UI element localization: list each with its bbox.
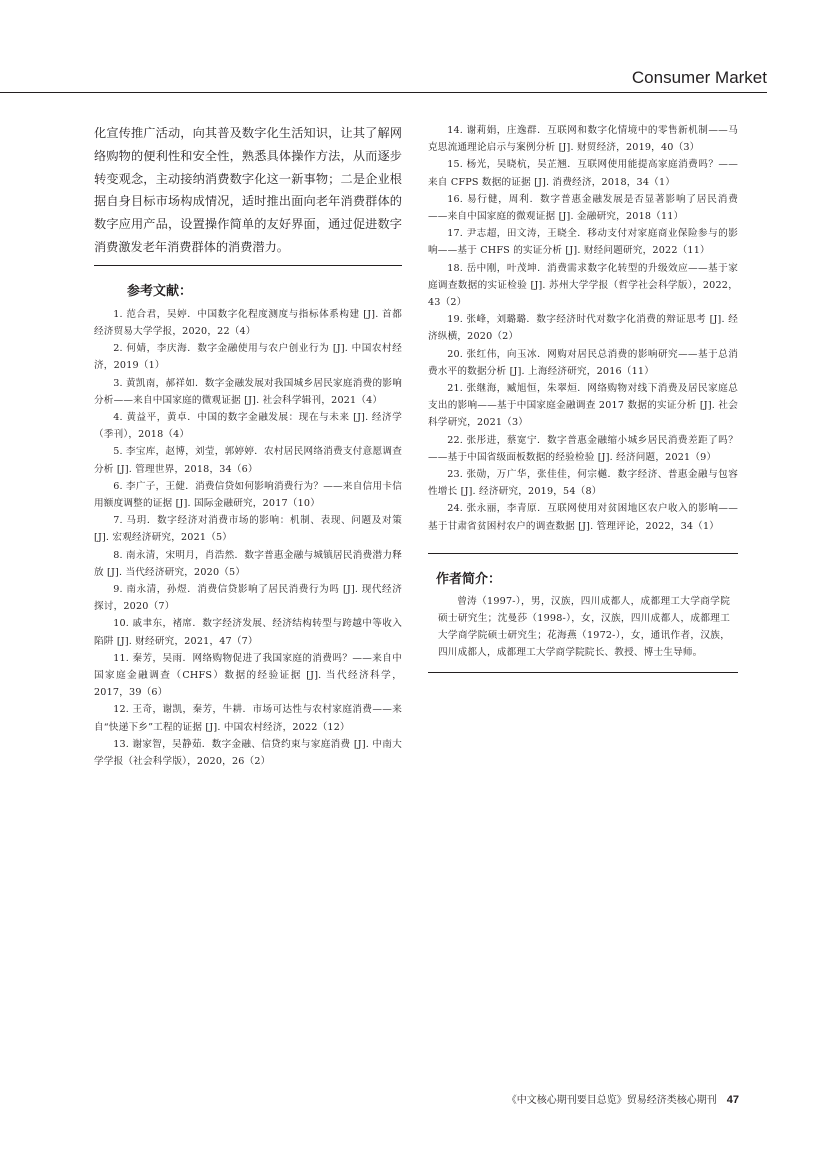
references-heading: 参考文献： — [127, 282, 193, 298]
reference-item: 18. 岳中刚，叶茂坤．消费需求数字化转型的升级效应——基于家庭调查数据的实证检验 [J]. 苏州大学学报（哲学社会科学版），2022，43（2） — [428, 262, 738, 309]
reference-item: 24. 张永丽，李青原．互联网使用对贫困地区农户收入的影响——基于甘肃省贫困村农户的调查数据 [J]. 管理评论，2022，34（1） — [428, 503, 738, 532]
reference-item: 12. 王奇，谢凯，秦芳，牛耕．市场可达性与农村家庭消费——来自“快递下乡”工程的证据 [J]. 中国农村经济，2022（12） — [94, 704, 402, 733]
author-heading: 作者简介： — [436, 570, 502, 586]
reference-item: 2. 何婧，李庆海．数字金融使用与农户创业行为 [J]. 中国农村经济，2019（1） — [94, 343, 402, 372]
reference-item: 19. 张峰，刘璐璐．数字经济时代对数字化消费的辩证思考 [J]. 经济纵横，2020（2） — [428, 314, 738, 343]
reference-item: 9. 南永清，孙煜．消费信贷影响了居民消费行为吗 [J]. 现代经济探讨，2020（7） — [94, 584, 402, 613]
reference-item: 21. 张继海，臧旭恒，朱翠烜．网络购物对线下消费及居民家庭总支出的影响——基于中国家庭金融调查 2017 数据的实证分析 [J]. 社会科学研究，2021（3） — [428, 383, 738, 429]
author-bottom-rule — [428, 672, 738, 673]
running-header-title: Consumer Market — [631, 68, 767, 87]
page-number: 47 — [726, 1094, 739, 1106]
reference-item: 15. 杨光，吴晓杭，吴芷翘．互联网使用能提高家庭消费吗？——来自 CFPS 数据的证据 [J]. 消费经济，2018，34（1） — [428, 159, 738, 188]
reference-item: 3. 黄凯南，郝祥如．数字金融发展对我国城乡居民家庭消费的影响分析——来自中国家庭的微观证据 [J]. 社会科学辑刊，2021（4） — [94, 377, 402, 406]
references-list-right — [428, 122, 738, 535]
footer-journal: 《中文核心期刊要目总览》贸易经济类核心期刊 — [506, 1095, 717, 1106]
reference-item: 22. 张彤进，蔡宽宁．数字普惠金融缩小城乡居民消费差距了吗？——基于中国省级面板数据的经验检验 [J]. 经济问题，2021（9） — [428, 434, 738, 463]
reference-item: 7. 马玥．数字经济对消费市场的影响：机制、表现、问题及对策 [J]. 宏观经济研究，2021（5） — [94, 515, 402, 544]
reference-item: 6. 李广子，王健．消费信贷如何影响消费行为？——来自信用卡信用额度调整的证据 [J]. 国际金融研究，2017（10） — [94, 480, 402, 510]
reference-item: 14. 谢莉娟，庄逸群．互联网和数字化情境中的零售新机制——马克思流通理论启示与案例分析 [J]. 财贸经济，2019，40（3） — [428, 125, 738, 154]
right-column — [428, 122, 738, 673]
reference-item: 20. 张红伟，向玉冰．网购对居民总消费的影响研究——基于总消费水平的数据分析 [J]. 上海经济研究，2016（11） — [428, 348, 738, 377]
references-list-left — [94, 306, 402, 770]
header-rule — [0, 92, 767, 93]
reference-item: 11. 秦芳，吴雨．网络购物促进了我国家庭的消费吗？——来自中国家庭金融调查（CHFS）数据的经验证据 [J]. 当代经济科学，2017，39（6） — [94, 652, 402, 699]
section-divider — [94, 265, 402, 266]
author-bio: 曾涛（1997-），男，汉族，四川成都人，成都理工大学商学院硕士研究生；沈曼莎（1998-），女，汉族，四川成都人，成都理工大学商学院硕士研究生；花海燕（1972-），女，通讯作者，汉族，四川成都人，成都理工大学商学院院长、教授、博士生导师。 — [438, 595, 730, 659]
reference-item: 4. 黄益平，黄卓．中国的数字金融发展：现在与未来 [J]. 经济学（季刊），2018（4） — [94, 412, 402, 441]
reference-item: 10. 戚聿东，褚席．数字经济发展、经济结构转型与跨越中等收入陷阱 [J]. 财经研究，2021，47（7） — [94, 618, 402, 647]
reference-item: 23. 张勋，万广华，张佳佳，何宗樾．数字经济、普惠金融与包容性增长 [J]. 经济研究，2019，54（8） — [428, 469, 738, 498]
left-column — [94, 122, 402, 770]
reference-item: 16. 易行健，周利．数字普惠金融发展是否显著影响了居民消费——来自中国家庭的微观证据 [J]. 金融研究，2018（11） — [428, 193, 738, 223]
author-divider — [428, 553, 738, 554]
reference-item: 1. 范合君，吴婷．中国数字化程度测度与指标体系构建 [J]. 首都经济贸易大学学报，2020，22（4） — [94, 308, 402, 337]
reference-item: 5. 李宝库，赵博，刘莹，郭婷婷．农村居民网络消费支付意愿调查分析 [J]. 管理世界，2018，34（6） — [94, 446, 402, 475]
reference-item: 8. 南永清，宋明月，肖浩然．数字普惠金融与城镇居民消费潜力释放 [J]. 当代经济研究，2020（5） — [94, 549, 402, 578]
page-footer — [507, 1091, 739, 1106]
reference-item: 13. 谢家智，吴静茹．数字金融、信贷约束与家庭消费 [J]. 中南大学学报（社会科学版），2020，26（2） — [94, 738, 402, 768]
reference-item: 17. 尹志超，田文涛，王晓全．移动支付对家庭商业保险参与的影响——基于 CHFS 的实证分析 [J]. 财经问题研究，2022（11） — [428, 228, 738, 257]
intro-paragraph: 化宣传推广活动，向其普及数字化生活知识，让其了解网络购物的便利性和安全性，熟悉具体操作方法，从而逐步转变观念，主动接纳消费数字化这一新事物；二是企业根据自身目标市场构成情况，适时推出面向老年消费群体的数字应用产品，设置操作简单的友好界面，通过促进数字消费激发老年消费群体的消费潜力。 — [94, 126, 402, 254]
